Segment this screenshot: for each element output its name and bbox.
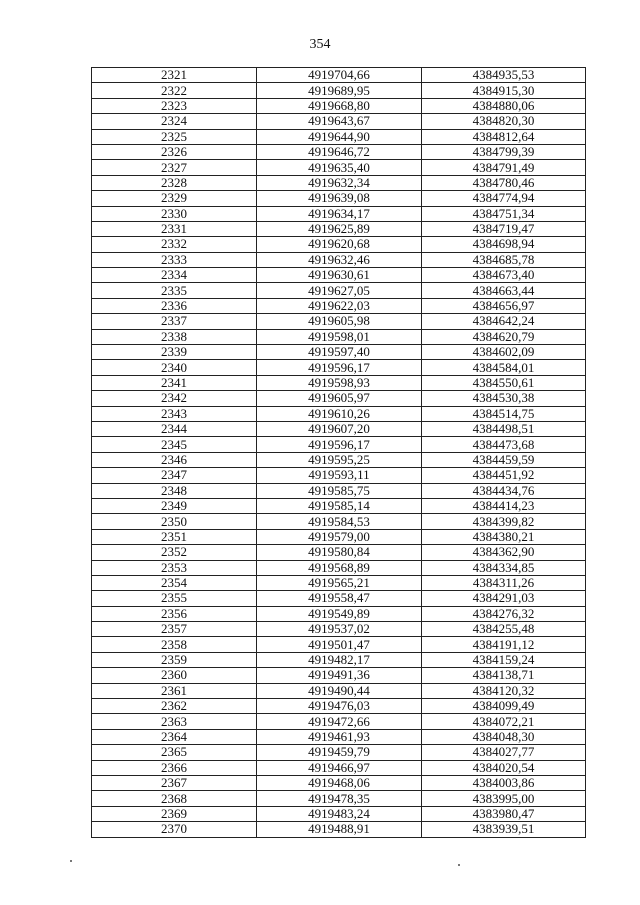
point-number-cell: 2348 — [92, 483, 257, 498]
point-number-cell: 2363 — [92, 714, 257, 729]
x-coordinate-cell: 4919598,93 — [257, 375, 422, 390]
x-coordinate-cell: 4919585,14 — [257, 498, 422, 513]
point-number-cell: 2325 — [92, 129, 257, 144]
point-number-cell: 2354 — [92, 575, 257, 590]
x-coordinate-cell: 4919630,61 — [257, 268, 422, 283]
scan-dot — [70, 860, 72, 862]
point-number-cell: 2344 — [92, 421, 257, 436]
point-number-cell: 2358 — [92, 637, 257, 652]
scan-dot — [458, 864, 460, 866]
x-coordinate-cell: 4919627,05 — [257, 283, 422, 298]
x-coordinate-cell: 4919580,84 — [257, 545, 422, 560]
table-row — [92, 668, 586, 683]
x-coordinate-cell: 4919568,89 — [257, 560, 422, 575]
y-coordinate-cell: 4384159,24 — [422, 652, 586, 667]
x-coordinate-cell: 4919482,17 — [257, 652, 422, 667]
y-coordinate-cell: 4384663,44 — [422, 283, 586, 298]
y-coordinate-cell: 4384620,79 — [422, 329, 586, 344]
y-coordinate-cell: 4384602,09 — [422, 345, 586, 360]
y-coordinate-cell: 4384820,30 — [422, 114, 586, 129]
table-row — [92, 591, 586, 606]
table-row — [92, 468, 586, 483]
y-coordinate-cell: 4383939,51 — [422, 822, 586, 837]
table-row — [92, 745, 586, 760]
table-row — [92, 68, 586, 83]
point-number-cell: 2328 — [92, 175, 257, 190]
y-coordinate-cell: 4384780,46 — [422, 175, 586, 190]
point-number-cell: 2345 — [92, 437, 257, 452]
x-coordinate-cell: 4919639,08 — [257, 191, 422, 206]
x-coordinate-cell: 4919622,03 — [257, 298, 422, 313]
y-coordinate-cell: 4384751,34 — [422, 206, 586, 221]
y-coordinate-cell: 4384774,94 — [422, 191, 586, 206]
coordinates-table — [91, 67, 586, 838]
table-row — [92, 252, 586, 267]
point-number-cell: 2338 — [92, 329, 257, 344]
point-number-cell: 2335 — [92, 283, 257, 298]
x-coordinate-cell: 4919537,02 — [257, 622, 422, 637]
table-row — [92, 144, 586, 159]
table-row — [92, 268, 586, 283]
table-row — [92, 345, 586, 360]
table-row — [92, 806, 586, 821]
x-coordinate-cell: 4919620,68 — [257, 237, 422, 252]
y-coordinate-cell: 4384399,82 — [422, 514, 586, 529]
y-coordinate-cell: 4383980,47 — [422, 806, 586, 821]
y-coordinate-cell: 4384027,77 — [422, 745, 586, 760]
y-coordinate-cell: 4384673,40 — [422, 268, 586, 283]
y-coordinate-cell: 4384719,47 — [422, 221, 586, 236]
x-coordinate-cell: 4919490,44 — [257, 683, 422, 698]
point-number-cell: 2347 — [92, 468, 257, 483]
table-row — [92, 129, 586, 144]
x-coordinate-cell: 4919466,97 — [257, 760, 422, 775]
point-number-cell: 2341 — [92, 375, 257, 390]
table-row — [92, 206, 586, 221]
table-row — [92, 452, 586, 467]
x-coordinate-cell: 4919634,17 — [257, 206, 422, 221]
y-coordinate-cell: 4384434,76 — [422, 483, 586, 498]
x-coordinate-cell: 4919643,67 — [257, 114, 422, 129]
point-number-cell: 2366 — [92, 760, 257, 775]
point-number-cell: 2339 — [92, 345, 257, 360]
y-coordinate-cell: 4384812,64 — [422, 129, 586, 144]
x-coordinate-cell: 4919501,47 — [257, 637, 422, 652]
y-coordinate-cell: 4384498,51 — [422, 421, 586, 436]
x-coordinate-cell: 4919461,93 — [257, 729, 422, 744]
y-coordinate-cell: 4384530,38 — [422, 391, 586, 406]
table-row — [92, 775, 586, 790]
y-coordinate-cell: 4384191,12 — [422, 637, 586, 652]
point-number-cell: 2351 — [92, 529, 257, 544]
table-row — [92, 575, 586, 590]
point-number-cell: 2337 — [92, 314, 257, 329]
point-number-cell: 2329 — [92, 191, 257, 206]
table-row — [92, 622, 586, 637]
x-coordinate-cell: 4919632,46 — [257, 252, 422, 267]
table-row — [92, 314, 586, 329]
point-number-cell: 2357 — [92, 622, 257, 637]
point-number-cell: 2356 — [92, 606, 257, 621]
table-row — [92, 437, 586, 452]
x-coordinate-cell: 4919565,21 — [257, 575, 422, 590]
x-coordinate-cell: 4919596,17 — [257, 360, 422, 375]
x-coordinate-cell: 4919558,47 — [257, 591, 422, 606]
point-number-cell: 2350 — [92, 514, 257, 529]
y-coordinate-cell: 4384255,48 — [422, 622, 586, 637]
x-coordinate-cell: 4919605,97 — [257, 391, 422, 406]
table-row — [92, 283, 586, 298]
point-number-cell: 2333 — [92, 252, 257, 267]
x-coordinate-cell: 4919704,66 — [257, 68, 422, 83]
y-coordinate-cell: 4384099,49 — [422, 699, 586, 714]
y-coordinate-cell: 4384656,97 — [422, 298, 586, 313]
point-number-cell: 2343 — [92, 406, 257, 421]
table-row — [92, 483, 586, 498]
page-number: 354 — [309, 37, 331, 52]
table-row — [92, 160, 586, 175]
point-number-cell: 2367 — [92, 775, 257, 790]
point-number-cell: 2323 — [92, 98, 257, 113]
x-coordinate-cell: 4919491,36 — [257, 668, 422, 683]
x-coordinate-cell: 4919607,20 — [257, 421, 422, 436]
y-coordinate-cell: 4384473,68 — [422, 437, 586, 452]
table-row — [92, 498, 586, 513]
table-row — [92, 329, 586, 344]
x-coordinate-cell: 4919668,80 — [257, 98, 422, 113]
table-row — [92, 391, 586, 406]
table-row — [92, 360, 586, 375]
x-coordinate-cell: 4919476,03 — [257, 699, 422, 714]
point-number-cell: 2324 — [92, 114, 257, 129]
y-coordinate-cell: 4384020,54 — [422, 760, 586, 775]
point-number-cell: 2352 — [92, 545, 257, 560]
table-row — [92, 191, 586, 206]
point-number-cell: 2353 — [92, 560, 257, 575]
table-row — [92, 83, 586, 98]
table-row — [92, 221, 586, 236]
point-number-cell: 2368 — [92, 791, 257, 806]
table-row — [92, 683, 586, 698]
y-coordinate-cell: 4384550,61 — [422, 375, 586, 390]
x-coordinate-cell: 4919488,91 — [257, 822, 422, 837]
y-coordinate-cell: 4384698,94 — [422, 237, 586, 252]
y-coordinate-cell: 4384362,90 — [422, 545, 586, 560]
x-coordinate-cell: 4919585,75 — [257, 483, 422, 498]
table-row — [92, 699, 586, 714]
y-coordinate-cell: 4384915,30 — [422, 83, 586, 98]
y-coordinate-cell: 4384451,92 — [422, 468, 586, 483]
point-number-cell: 2362 — [92, 699, 257, 714]
y-coordinate-cell: 4383995,00 — [422, 791, 586, 806]
x-coordinate-cell: 4919483,24 — [257, 806, 422, 821]
point-number-cell: 2331 — [92, 221, 257, 236]
x-coordinate-cell: 4919625,89 — [257, 221, 422, 236]
x-coordinate-cell: 4919644,90 — [257, 129, 422, 144]
x-coordinate-cell: 4919596,17 — [257, 437, 422, 452]
point-number-cell: 2349 — [92, 498, 257, 513]
table-row — [92, 760, 586, 775]
point-number-cell: 2327 — [92, 160, 257, 175]
x-coordinate-cell: 4919646,72 — [257, 144, 422, 159]
point-number-cell: 2360 — [92, 668, 257, 683]
point-number-cell: 2326 — [92, 144, 257, 159]
y-coordinate-cell: 4384003,86 — [422, 775, 586, 790]
x-coordinate-cell: 4919597,40 — [257, 345, 422, 360]
point-number-cell: 2359 — [92, 652, 257, 667]
table-body — [92, 68, 586, 838]
y-coordinate-cell: 4384685,78 — [422, 252, 586, 267]
table-row — [92, 114, 586, 129]
point-number-cell: 2369 — [92, 806, 257, 821]
x-coordinate-cell: 4919610,26 — [257, 406, 422, 421]
y-coordinate-cell: 4384120,32 — [422, 683, 586, 698]
x-coordinate-cell: 4919478,35 — [257, 791, 422, 806]
point-number-cell: 2346 — [92, 452, 257, 467]
table-row — [92, 529, 586, 544]
table-row — [92, 729, 586, 744]
table-row — [92, 375, 586, 390]
point-number-cell: 2321 — [92, 68, 257, 83]
x-coordinate-cell: 4919598,01 — [257, 329, 422, 344]
x-coordinate-cell: 4919689,95 — [257, 83, 422, 98]
y-coordinate-cell: 4384311,26 — [422, 575, 586, 590]
x-coordinate-cell: 4919593,11 — [257, 468, 422, 483]
table-row — [92, 560, 586, 575]
y-coordinate-cell: 4384642,24 — [422, 314, 586, 329]
table-row — [92, 652, 586, 667]
table-row — [92, 514, 586, 529]
x-coordinate-cell: 4919605,98 — [257, 314, 422, 329]
point-number-cell: 2330 — [92, 206, 257, 221]
y-coordinate-cell: 4384291,03 — [422, 591, 586, 606]
y-coordinate-cell: 4384072,21 — [422, 714, 586, 729]
table-row — [92, 175, 586, 190]
y-coordinate-cell: 4384935,53 — [422, 68, 586, 83]
y-coordinate-cell: 4384791,49 — [422, 160, 586, 175]
table-row — [92, 637, 586, 652]
point-number-cell: 2334 — [92, 268, 257, 283]
y-coordinate-cell: 4384138,71 — [422, 668, 586, 683]
table-row — [92, 606, 586, 621]
y-coordinate-cell: 4384880,06 — [422, 98, 586, 113]
y-coordinate-cell: 4384334,85 — [422, 560, 586, 575]
y-coordinate-cell: 4384459,59 — [422, 452, 586, 467]
point-number-cell: 2332 — [92, 237, 257, 252]
table-row — [92, 545, 586, 560]
y-coordinate-cell: 4384584,01 — [422, 360, 586, 375]
x-coordinate-cell: 4919584,53 — [257, 514, 422, 529]
table-row — [92, 298, 586, 313]
y-coordinate-cell: 4384380,21 — [422, 529, 586, 544]
point-number-cell: 2361 — [92, 683, 257, 698]
table-row — [92, 98, 586, 113]
x-coordinate-cell: 4919459,79 — [257, 745, 422, 760]
y-coordinate-cell: 4384514,75 — [422, 406, 586, 421]
point-number-cell: 2322 — [92, 83, 257, 98]
x-coordinate-cell: 4919635,40 — [257, 160, 422, 175]
x-coordinate-cell: 4919632,34 — [257, 175, 422, 190]
y-coordinate-cell: 4384414,23 — [422, 498, 586, 513]
point-number-cell: 2364 — [92, 729, 257, 744]
table-row — [92, 421, 586, 436]
x-coordinate-cell: 4919595,25 — [257, 452, 422, 467]
point-number-cell: 2355 — [92, 591, 257, 606]
x-coordinate-cell: 4919579,00 — [257, 529, 422, 544]
table-row — [92, 237, 586, 252]
point-number-cell: 2370 — [92, 822, 257, 837]
y-coordinate-cell: 4384048,30 — [422, 729, 586, 744]
point-number-cell: 2342 — [92, 391, 257, 406]
table-row — [92, 406, 586, 421]
point-number-cell: 2365 — [92, 745, 257, 760]
point-number-cell: 2336 — [92, 298, 257, 313]
point-number-cell: 2340 — [92, 360, 257, 375]
table-row — [92, 714, 586, 729]
table-row — [92, 791, 586, 806]
x-coordinate-cell: 4919549,89 — [257, 606, 422, 621]
y-coordinate-cell: 4384276,32 — [422, 606, 586, 621]
table-row — [92, 822, 586, 837]
x-coordinate-cell: 4919472,66 — [257, 714, 422, 729]
x-coordinate-cell: 4919468,06 — [257, 775, 422, 790]
y-coordinate-cell: 4384799,39 — [422, 144, 586, 159]
